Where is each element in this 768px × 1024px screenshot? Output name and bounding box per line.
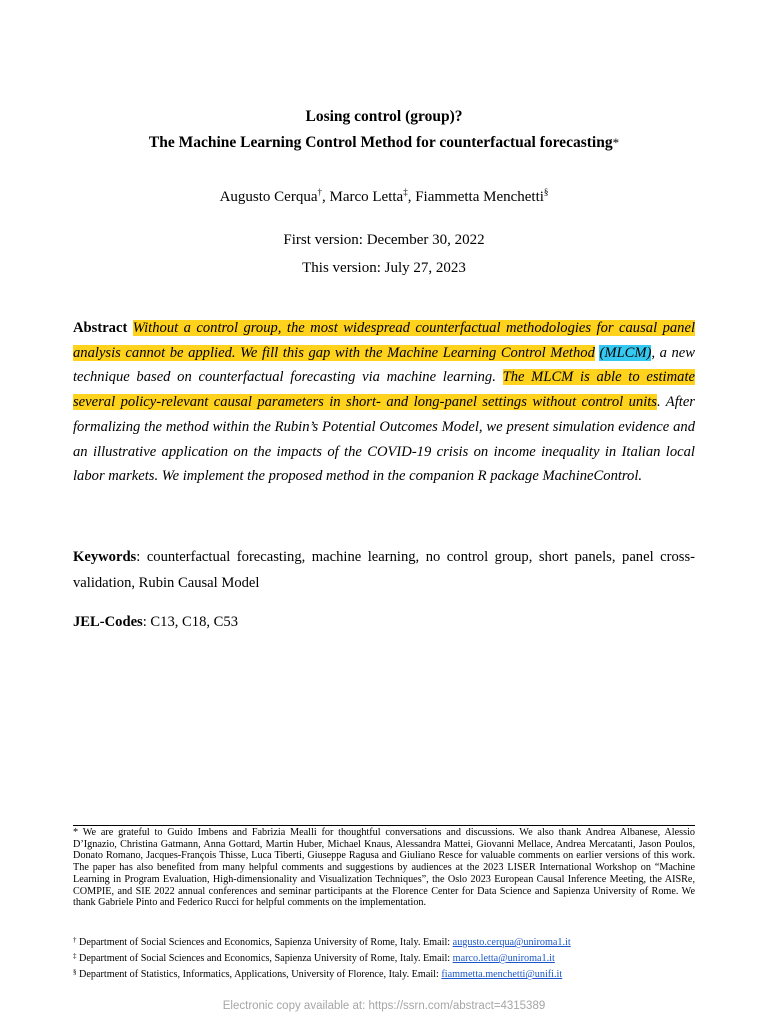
title-footnote-mark: * <box>612 135 620 150</box>
affiliation-text: Department of Social Sciences and Economics, Sapienza University of Rome, Italy. Email: <box>76 937 453 948</box>
affiliation-mark: ‡ <box>73 952 77 960</box>
email-link[interactable]: fiammetta.menchetti@unifi.it <box>441 969 563 980</box>
author-name: Augusto Cerqua <box>219 189 318 205</box>
jel-label: JEL-Codes <box>73 614 143 630</box>
ssrn-watermark: Electronic copy available at: https://ssrn.com/abstract=4315389 <box>222 1000 546 1012</box>
author-name: Fiammetta Menchetti <box>415 189 544 205</box>
affiliation-mark: § <box>73 968 77 976</box>
affiliation-footnote <box>73 968 695 981</box>
footnote-divider <box>73 825 695 826</box>
author-mark: † <box>317 187 322 197</box>
email-link[interactable]: augusto.cerqua@uniroma1.it <box>452 937 571 948</box>
affiliation-text: Department of Statistics, Informatics, Applications, University of Florence, Italy. Email: <box>76 969 442 980</box>
paper-title-line-1: Losing control (group)? <box>305 108 463 125</box>
author-list <box>0 187 768 207</box>
abstract-label: Abstract <box>73 320 128 336</box>
abstract-highlight: The MLCM is able to estimate several policy-relevant causal parameters in short- and long-panel settings without control units <box>73 369 695 411</box>
abstract-text: , a new technique based on counterfactual forecasting via machine learning. <box>73 344 695 386</box>
affiliation-footnote <box>73 952 695 965</box>
acknowledgements-footnote: * We are grateful to Guido Imbens and Fabrizia Mealli for thoughtful conversations and discussions. We also thank Andrea Albanese, Alessio D’Ignazio, Christina Gatmann, Anna Gottard, Martin Huber, Michael Knaus, Alessandra Mattei, Giovanni Mellace, Andrea Mercatanti, Jason Poulos, Donato Romano, Jacques-François Thisse, Luca Tiberti, Giuseppe Ragusa and Giuliano Resce for valuable comments on earlier versions of this work. The paper has also benefited from many helpful comments and suggestions by audiences at the 2023 LISER International Workshop on “Machine Learning in Program Evaluation, High-dimensionality and Visualization Techniques”, the Oslo 2023 European Causal Inference Meeting, the AISRe, COMPIE, and SIE 2022 annual conferences and seminar participants at the Florence Center for Data Science and Sapienza University of Rome. We thank Gabriele Pinto and Federico Rucci for helpful comments on the implementation. <box>73 827 695 909</box>
keywords-text: : counterfactual forecasting, machine learning, no control group, short panels, panel cross-validation, Rubin Causal Model <box>73 549 695 591</box>
author-separator: , <box>407 189 416 205</box>
abstract-highlight: Without a control group, the most widespread counterfactual methodologies for causal panel analysis cannot be applied. We fill this gap with the Machine Learning Control Method <box>73 320 696 361</box>
email-link[interactable]: marco.letta@uniroma1.it <box>452 953 555 964</box>
author-mark: § <box>543 187 549 197</box>
author-mark: ‡ <box>403 187 408 197</box>
paper-title-main: The Machine Learning Control Method for counterfactual forecasting <box>148 134 613 151</box>
affiliation-text: Department of Social Sciences and Economics, Sapienza University of Rome, Italy. Email: <box>76 953 453 964</box>
keywords-label: Keywords <box>73 549 137 565</box>
abstract-highlight-acronym: (MLCM) <box>599 344 652 361</box>
jel-codes <box>73 611 238 633</box>
first-version-date: First version: December 30, 2022 <box>283 232 485 248</box>
keywords <box>73 544 695 596</box>
abstract <box>73 316 695 489</box>
author-separator: , <box>321 189 330 205</box>
affiliation-footnote <box>73 936 695 949</box>
this-version-date: This version: July 27, 2023 <box>302 260 466 276</box>
paper-title-line-2 <box>0 131 768 155</box>
abstract-text: . After formalizing the method within the Rubin’s Potential Outcomes Model, we present simulation evidence and an illustrative application on the impacts of the COVID-19 crisis on income inequality in Italian local labor markets. We implement the proposed method in the companion R package MachineControl. <box>73 394 695 485</box>
author-name: Marco Letta <box>329 189 404 205</box>
jel-text: : C13, C18, C53 <box>142 614 239 630</box>
affiliation-mark: † <box>73 936 77 944</box>
